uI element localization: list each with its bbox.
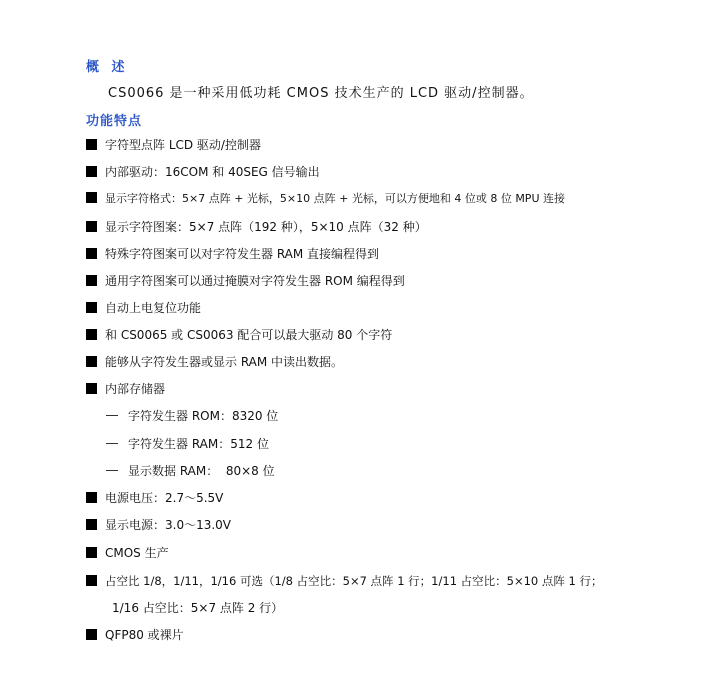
bullet-square-icon <box>86 329 97 340</box>
feature-text: 字符型点阵 LCD 驱动/控制器 <box>105 138 261 152</box>
bullet-square-icon <box>86 519 97 530</box>
feature-text: CMOS 生产 <box>105 546 169 560</box>
feature-item <box>86 137 261 153</box>
feature-item <box>86 490 223 506</box>
bullet-square-icon <box>86 221 97 232</box>
bullet-square-icon <box>86 575 97 586</box>
feature-item <box>86 164 320 180</box>
dash-icon <box>106 470 118 471</box>
duty-continuation: 1/16 占空比：5×7 点阵 2 行） <box>112 601 284 615</box>
feature-text: 自动上电复位功能 <box>105 301 202 315</box>
bullet-square-icon <box>86 248 97 259</box>
bullet-square-icon <box>86 356 97 367</box>
dash-icon <box>106 443 118 444</box>
features-heading: 功能特点 <box>86 114 143 129</box>
feature-item <box>86 219 427 235</box>
feature-item <box>86 327 392 343</box>
bullet-square-icon <box>86 302 97 313</box>
memory-text: 显示数据 RAM： 80×8 位 <box>128 464 275 478</box>
feature-text: 显示字符图案：5×7 点阵（192 种），5×10 点阵（32 种） <box>105 220 427 234</box>
dash-icon <box>106 415 118 416</box>
bullet-square-icon <box>86 139 97 150</box>
feature-text: 内部存储器 <box>105 382 166 396</box>
feature-text: 占空比 1/8，1/11，1/16 可选（1/8 占空比：5×7 点阵 1 行；1/11 占空比：5×10 点阵 1 行； <box>105 574 603 588</box>
feature-text: 特殊字符图案可以对字符发生器 RAM 直接编程得到 <box>105 247 380 261</box>
bullet-square-icon <box>86 275 97 286</box>
bullet-square-icon <box>86 629 97 640</box>
memory-text: 字符发生器 RAM：512 位 <box>128 437 269 451</box>
feature-item <box>86 246 379 262</box>
feature-item <box>86 545 169 561</box>
feature-text: 内部驱动：16COM 和 40SEG 信号输出 <box>105 165 320 179</box>
feature-text: 显示字符格式：5×7 点阵 + 光标，5×10 点阵 + 光标，可以方便地和 4 位或 8 位 MPU 连接 <box>105 192 565 205</box>
feature-text: 通用字符图案可以通过掩膜对字符发生器 ROM 编程得到 <box>105 274 405 288</box>
feature-item <box>86 191 565 207</box>
bullet-square-icon <box>86 192 97 203</box>
feature-text: QFP80 或裸片 <box>105 628 184 642</box>
feature-item <box>86 627 184 643</box>
feature-text: 显示电源：3.0～13.0V <box>105 518 232 532</box>
memory-text: 字符发生器 ROM：8320 位 <box>128 409 279 423</box>
bullet-square-icon <box>86 383 97 394</box>
feature-item <box>86 517 231 533</box>
bullet-square-icon <box>86 166 97 177</box>
feature-item <box>86 300 201 316</box>
feature-item <box>86 354 343 370</box>
memory-item <box>106 436 269 452</box>
feature-item <box>86 273 405 289</box>
feature-item <box>86 573 603 589</box>
memory-item <box>106 408 278 424</box>
memory-item <box>106 463 275 479</box>
bullet-square-icon <box>86 492 97 503</box>
feature-item <box>86 381 165 397</box>
bullet-square-icon <box>86 547 97 558</box>
overview-heading: 概 述 <box>86 60 129 75</box>
feature-text: 和 CS0065 或 CS0063 配合可以最大驱动 80 个字符 <box>105 328 393 342</box>
feature-text: 电源电压：2.7～5.5V <box>105 491 224 505</box>
feature-text: 能够从字符发生器或显示 RAM 中读出数据。 <box>105 355 344 369</box>
overview-text: CS0066 是一种采用低功耗 CMOS 技术生产的 LCD 驱动/控制器。 <box>108 86 534 101</box>
